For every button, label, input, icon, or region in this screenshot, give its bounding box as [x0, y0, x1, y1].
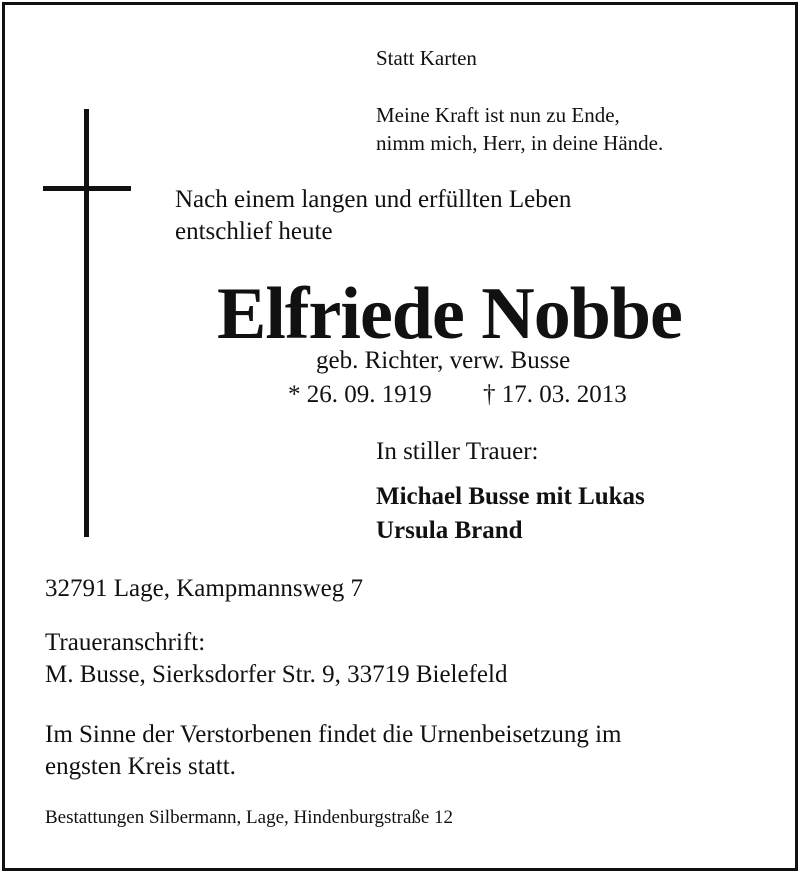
statt-karten-label: Statt Karten [376, 46, 477, 70]
mourning-address: M. Busse, Sierksdorfer Str. 9, 33719 Bielefeld [45, 661, 508, 688]
birth-date: * 26. 09. 1919 [288, 381, 432, 408]
undertaker-info: Bestattungen Silbermann, Lage, Hindenburgstraße 12 [45, 807, 454, 828]
verse-line-1: Meine Kraft ist nun zu Ende, [376, 103, 620, 127]
mourning-heading: In stiller Trauer: [376, 438, 539, 465]
mourning-address-label: Traueranschrift: [45, 629, 206, 656]
notice-line-2: engsten Kreis statt. [45, 753, 236, 780]
mourner-line-2: Ursula Brand [376, 517, 523, 544]
notice-line-1: Im Sinne der Verstorbenen findet die Urnenbeisetzung im [45, 721, 622, 748]
verse-line-2: nimm mich, Herr, in deine Hände. [376, 131, 664, 155]
intro-line-2: entschlief heute [175, 218, 333, 245]
mourner-line-1: Michael Busse mit Lukas [376, 483, 645, 510]
cross-horizontal-bar [43, 186, 131, 191]
death-date: † 17. 03. 2013 [483, 381, 627, 408]
residence-address: 32791 Lage, Kampmannsweg 7 [45, 575, 363, 602]
intro-line-1: Nach einem langen und erfüllten Leben [175, 186, 572, 213]
birth-names: geb. Richter, verw. Busse [316, 347, 571, 374]
deceased-name: Elfriede Nobbe [217, 273, 682, 355]
cross-vertical-bar [84, 109, 89, 537]
